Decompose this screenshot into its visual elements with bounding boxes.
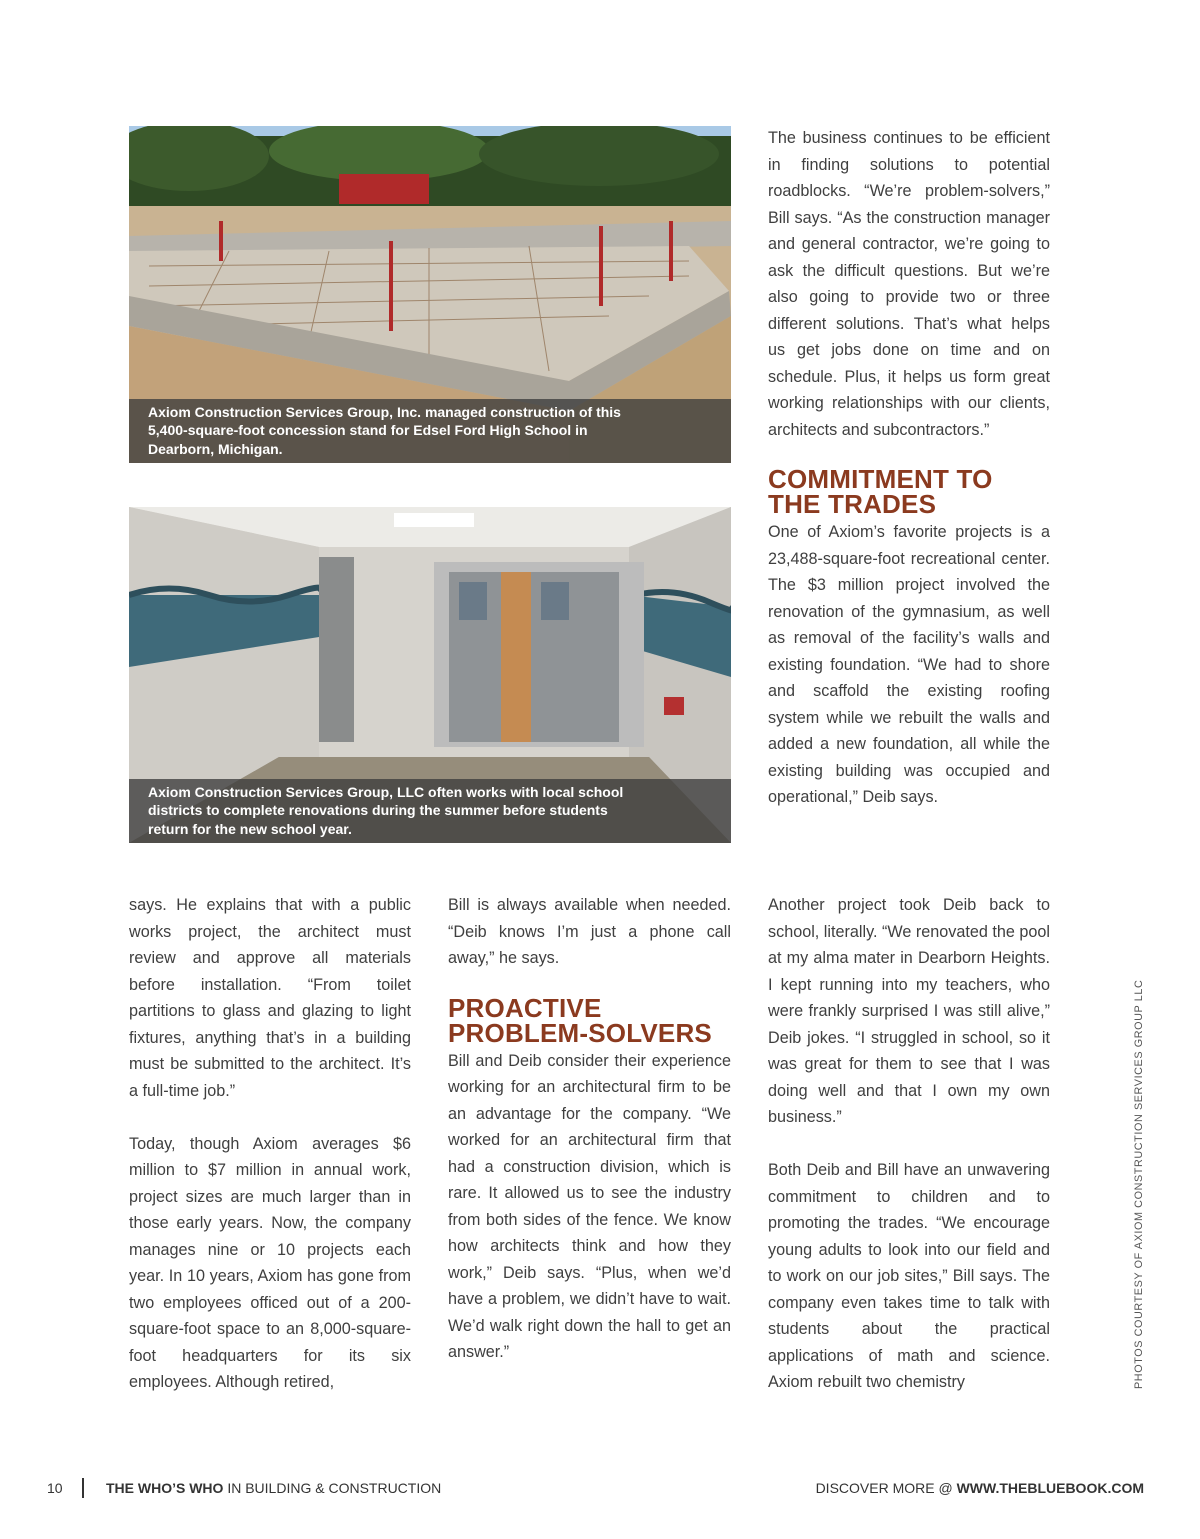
body-paragraph: Bill and Deib consider their experience working for an architectural firm to be an advantage for the company. “We worked for an architectural firm that had a construction division, which is rare. It allowed us to see the industry from both sides of the fence. We know how architects think and how they work,” Deib says. “Plus, when we’d have a problem, we didn’t have to wait. We’d walk right down the hall to get an answer.”	[448, 1051, 731, 1361]
page-footer	[0, 1478, 1200, 1500]
body-paragraph: Bill is always available when needed. “Deib knows I’m just a phone call away,” he says.	[448, 896, 731, 967]
discover-more	[816, 1480, 1144, 1496]
page-number: 10	[47, 1480, 63, 1496]
body-paragraph: One of Axiom’s favorite projects is a 23,488-square-foot recreational center. The $3 million project involved the renovation of the gymnasium, as well as removal of the facility’s walls and existing foundation. “We had to shore and scaffold the existing roofing system while we rebuilt the walls and added a new foundation, all while the existing building was occupied and operational,” Deib says.	[768, 523, 1050, 806]
column-1	[129, 892, 411, 1396]
photo-credit: PHOTOS COURTESY OF AXIOM CONSTRUCTION SERVICES GROUP LLC	[1133, 979, 1145, 1389]
photo-caption: Axiom Construction Services Group, LLC often works with local school districts to complete renovations during the summer before students return for the new school year.	[129, 779, 731, 844]
body-paragraph: The business continues to be efficient in finding solutions to potential roadblocks. “We’re problem-solvers,” Bill says. “As the construction manager and general contractor, we’re going to ask the difficult questions. But we’re also going to provide two or three different solutions. That’s what helps us get jobs done on time and on schedule. Plus, it helps us form great working relationships with our clients, architects and subcontractors.”	[768, 129, 1050, 439]
publication-title-bold: THE WHO’S WHO	[106, 1480, 224, 1496]
discover-prefix: DISCOVER MORE @	[815, 1480, 957, 1496]
publication-title	[106, 1480, 441, 1496]
section-heading: PROACTIVE PROBLEM-SOLVERS	[448, 992, 712, 1048]
body-paragraph: Another project took Deib back to school, literally. “We renovated the pool at my alma mater in Dearborn Heights. I kept running into my teachers, who were frankly surprised I was still alive,” Deib jokes. “I struggled in school, so it was great for them to see that I was doing well and that I own my own business.”	[768, 896, 1050, 1126]
right-column-top	[768, 125, 1050, 811]
photo-caption: Axiom Construction Services Group, Inc. managed construction of this 5,400-square-foot concession stand for Edsel Ford High School in Dearborn, Michigan.	[129, 399, 731, 464]
body-paragraph: says. He explains that with a public works project, the architect must review and approve all materials before installation. “From toilet partitions to glass and glazing to light fixtures, anything that’s in a building must be submitted to the architect. It’s a full-time job.”	[129, 896, 411, 1100]
publication-title-rest: IN BUILDING & CONSTRUCTION	[223, 1480, 442, 1496]
school-hallway-renovation-photo	[129, 507, 731, 843]
body-paragraph: Both Deib and Bill have an unwavering commitment to children and to promoting the trades. “We encourage young adults to look into our field and to work on our job sites,” Bill says. The company even takes time to talk with students about the practical applications of math and science. Axiom rebuilt two chemistry	[768, 1161, 1050, 1391]
section-heading: COMMITMENT TO THE TRADES	[768, 464, 993, 519]
website-link[interactable]: WWW.THEBLUEBOOK.COM	[956, 1480, 1144, 1496]
concession-stand-construction-photo	[129, 126, 731, 463]
body-paragraph: Today, though Axiom averages $6 million to $7 million in annual work, project sizes are much larger than in those early years. Now, the company manages nine or 10 projects each year. In 10 years, Axiom has gone from two employees officed out of a 200-square-foot space to an 8,000-square-foot headquarters for its six employees. Although retired,	[129, 1134, 411, 1391]
column-3	[768, 892, 1050, 1396]
footer-divider	[82, 1478, 84, 1498]
column-2	[448, 892, 731, 1366]
